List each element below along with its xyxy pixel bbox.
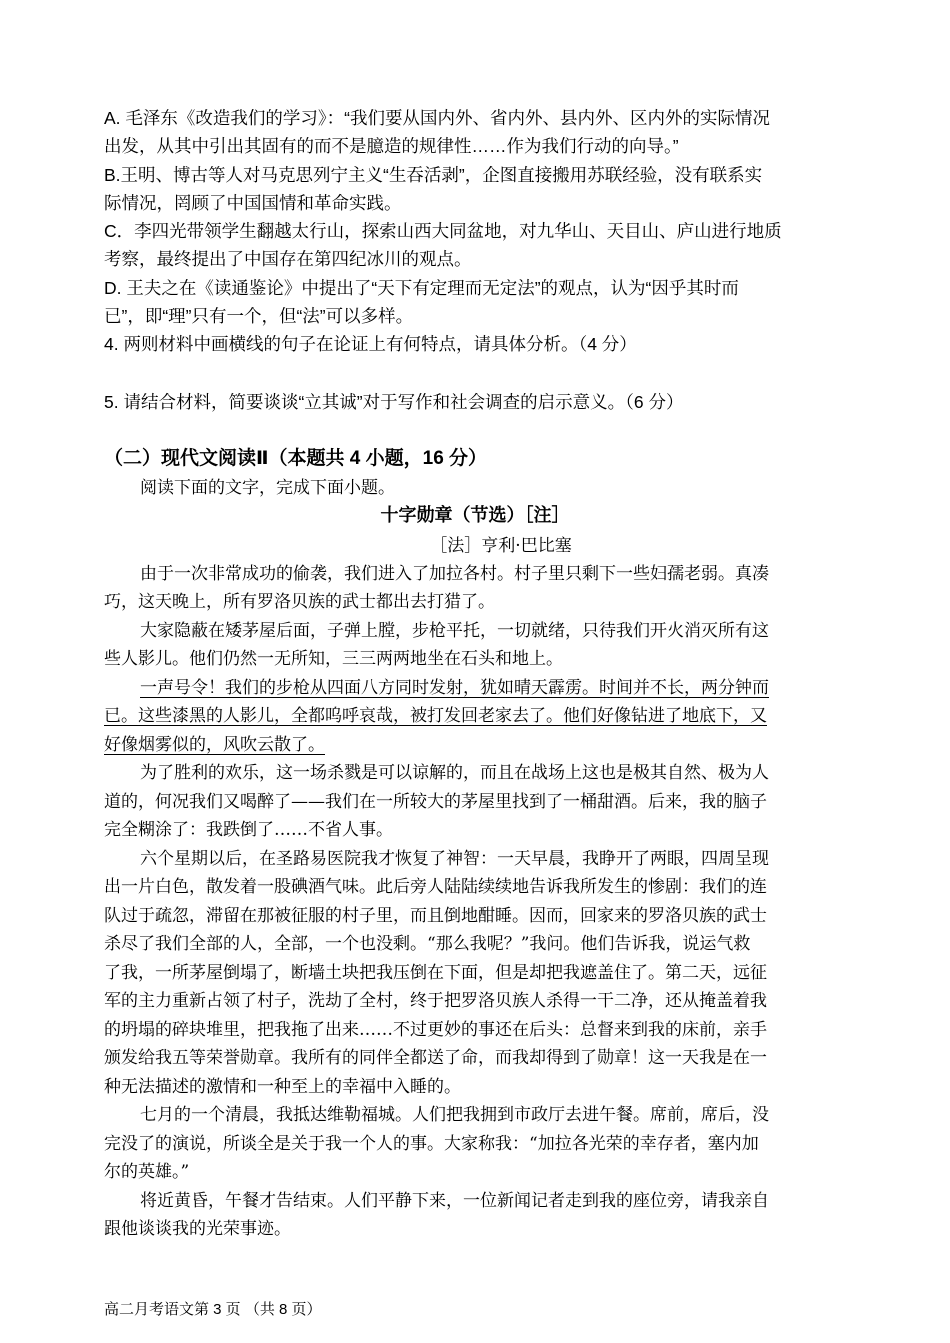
question-4: 4. 两则材料中画横线的句子在论证上有何特点，请具体分析。（4 分） [104,334,637,354]
article-line: 完没了的演说，所谈全是关于我一个人的事。大家称我：“加拉各光荣的幸存者，塞内加 [104,1134,759,1154]
article-line: 些人影儿。他们仍然一无所知，三三两两地坐在石头和地上。 [104,649,563,669]
article-line: 颁发给我五等荣誉勋章。我所有的同伴全都送了命，而我却得到了勋章！这一天我是在一 [104,1048,767,1068]
article-line: 杀尽了我们全部的人，全部，一个也没剩。“那么我呢？”我问。他们告诉我，说运气救 [104,934,751,954]
article-line: 出一片白色，散发着一股碘酒气味。此后旁人陆陆续续地告诉我所发生的惨剧：我们的连 [104,877,767,897]
article-line: 队过于疏忽，滞留在那被征服的村子里，而且倒地酣睡。因而，回家来的罗洛贝族的武士 [104,906,767,926]
article-line: 跟他谈谈我的光荣事迹。 [104,1219,291,1239]
article-line: 七月的一个清晨，我抵达维勒福城。人们把我拥到市政厅去进午餐。席前，席后，没 [140,1105,769,1125]
section-instruction: 阅读下面的文字，完成下面小题。 [140,478,395,497]
article-line: 六个星期以后，在圣路易医院我才恢复了神智：一天早晨，我睁开了两眼，四周呈现 [140,849,769,869]
article-line: 由于一次非常成功的偷袭，我们进入了加拉各村。村子里只剩下一些妇孺老弱。真凑 [140,564,769,584]
article-line: 尔的英雄。” [104,1162,190,1182]
article-author: ［法］亨利·巴比塞 [430,536,572,556]
option-a-line-1: A. 毛泽东《改造我们的学习》：“我们要从国内外、省内外、县内外、区内外的实际情况 [104,108,770,128]
section-heading: （二）现代文阅读Ⅱ（本题共 4 小题，16 分） [104,448,488,469]
article-line: 道的，何况我们又喝醉了——我们在一所较大的茅屋里找到了一桶甜酒。后来，我的脑子 [104,792,767,812]
article-line: 军的主力重新占领了村子，洗劫了全村，终于把罗洛贝族人杀得一干二净，还从掩盖着我 [104,991,767,1011]
article-line: 的坍塌的碎块堆里，把我拖了出来……不过更妙的事还在后头：总督来到我的床前，亲手 [104,1020,767,1040]
article-line: 大家隐蔽在矮茅屋后面，子弹上膛，步枪平托，一切就绪，只待我们开火消灭所有这 [140,621,769,641]
article-line: 为了胜利的欢乐，这一场杀戮是可以谅解的，而且在战场上这也是极其自然、极为人 [140,763,769,783]
option-a-line-2: 出发，从其中引出其固有的而不是臆造的规律性……作为我们行动的向导。” [104,136,679,156]
option-b-line-1: B.王明、博古等人对马克思列宁主义“生吞活剥”，企图直接搬用苏联经验，没有联系实 [104,165,763,185]
option-c-line-1: C．李四光带领学生翻越太行山，探索山西大同盆地，对九华山、天目山、庐山进行地质 [104,221,782,241]
option-d-line-2: 已”，即“理”只有一个，但“法”可以多样。 [104,306,414,326]
underlined-line: 一声号令！我们的步枪从四面八方同时发射，犹如晴天霹雳。时间并不长，两分钟而 [140,678,769,698]
article-line: 巧，这天晚上，所有罗洛贝族的武士都出去打猎了。 [104,592,495,612]
option-b-line-2: 际情况，罔顾了中国国情和革命实践。 [104,193,402,213]
article-line: 了我，一所茅屋倒塌了，断墙土块把我压倒在下面，但是却把我遮盖住了。第二天，远征 [104,963,767,983]
option-c-line-2: 考察，最终提出了中国存在第四纪冰川的观点。 [104,249,472,269]
article-title: 十字勋章（节选）［注］ [380,505,570,526]
underlined-line: 已。这些漆黑的人影儿，全都呜呼哀哉，被打发回老家去了。他们好像钻进了地底下，又 [104,706,767,726]
article-line: 种无法描述的激情和一种至上的幸福中入睡的。 [104,1077,461,1097]
page-footer: 高二月考语文第 3 页 （共 8 页） [104,1301,322,1318]
option-d-line-1: D. 王夫之在《读通鉴论》中提出了“天下有定理而无定法”的观点，认为“因乎其时而 [104,278,739,298]
question-5: 5. 请结合材料，简要谈谈“立其诚”对于写作和社会调查的启示意义。（6 分） [104,392,684,412]
article-line: 完全糊涂了：我跌倒了……不省人事。 [104,820,393,840]
underlined-line: 好像烟雾似的，风吹云散了。 [104,735,325,755]
article-line: 将近黄昏，午餐才告结束。人们平静下来，一位新闻记者走到我的座位旁，请我亲自 [140,1191,769,1211]
